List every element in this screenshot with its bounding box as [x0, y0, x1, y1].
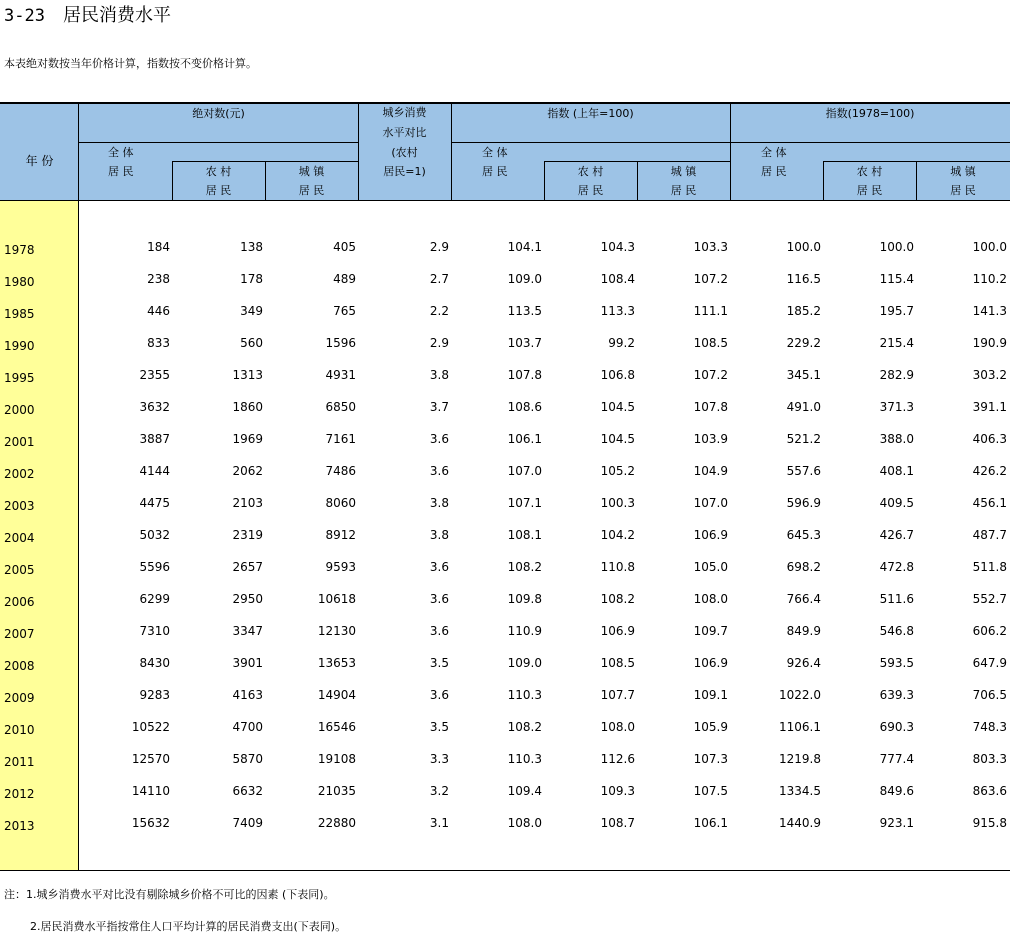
value-cell: 14110 [131, 784, 170, 798]
value-cell: 3347 [232, 624, 263, 638]
value-cell: 14904 [317, 688, 356, 702]
value-cell: 22880 [317, 816, 356, 830]
value-cell: 108.5 [600, 656, 635, 670]
value-cell: 7161 [325, 432, 356, 446]
value-cell: 3.8 [429, 528, 449, 542]
value-cell: 112.6 [600, 752, 635, 766]
value-cell: 229.2 [786, 336, 821, 350]
value-cell: 647.9 [972, 656, 1007, 670]
value-cell: 178 [240, 272, 263, 286]
value-cell: 3887 [139, 432, 170, 446]
value-cell: 185.2 [786, 304, 821, 318]
value-cell: 5596 [139, 560, 170, 574]
value-cell: 803.3 [972, 752, 1007, 766]
ratio-header-line1: 城乡消费 [382, 106, 427, 119]
value-cell: 3.6 [429, 464, 449, 478]
value-cell: 110.8 [600, 560, 635, 574]
value-cell: 109.0 [507, 656, 542, 670]
value-cell: 2355 [139, 368, 170, 382]
year-cell: 1995 [4, 371, 35, 385]
value-cell: 106.9 [693, 528, 728, 542]
value-cell: 106.1 [507, 432, 542, 446]
prev-all-header-l2: 居 民 [482, 165, 508, 178]
value-cell: 138 [240, 240, 263, 254]
value-cell: 833 [147, 336, 170, 350]
value-cell: 777.4 [879, 752, 914, 766]
value-cell: 456.1 [972, 496, 1007, 510]
value-cell: 215.4 [879, 336, 914, 350]
value-cell: 1969 [232, 432, 263, 446]
value-cell: 115.4 [879, 272, 914, 286]
abs-group-header: 绝对数(元) [192, 107, 245, 120]
footnote-2: 2.居民消费水平指按常住人口平均计算的居民消费支出(下表同)。 [30, 920, 347, 933]
value-cell: 748.3 [972, 720, 1007, 734]
value-cell: 3632 [139, 400, 170, 414]
year-cell: 1978 [4, 243, 35, 257]
value-cell: 2.9 [429, 240, 449, 254]
value-cell: 2062 [232, 464, 263, 478]
value-cell: 1022.0 [779, 688, 821, 702]
value-cell: 3.7 [429, 400, 449, 414]
value-cell: 552.7 [972, 592, 1007, 606]
value-cell: 109.7 [693, 624, 728, 638]
value-cell: 10618 [317, 592, 356, 606]
base-urban-header-l2: 居 民 [950, 184, 976, 197]
value-cell: 106.9 [600, 624, 635, 638]
value-cell: 108.2 [507, 560, 542, 574]
value-cell: 446 [147, 304, 170, 318]
table-row [0, 782, 1010, 814]
base-rural-header-l1: 农 村 [856, 165, 883, 178]
top-rule [0, 102, 1010, 104]
value-cell: 110.9 [507, 624, 542, 638]
value-cell: 472.8 [879, 560, 914, 574]
value-cell: 105.0 [693, 560, 728, 574]
value-cell: 915.8 [972, 816, 1007, 830]
value-cell: 107.2 [693, 272, 728, 286]
value-cell: 5870 [232, 752, 263, 766]
abs-urban-header-l2: 居 民 [298, 184, 325, 197]
value-cell: 2319 [232, 528, 263, 542]
value-cell: 99.2 [608, 336, 635, 350]
value-cell: 103.7 [507, 336, 542, 350]
value-cell: 107.3 [693, 752, 728, 766]
abs-rural-header-l2: 居 民 [205, 184, 232, 197]
value-cell: 926.4 [786, 656, 821, 670]
value-cell: 3.8 [429, 496, 449, 510]
year-header: 年 份 [25, 154, 54, 168]
value-cell: 6850 [325, 400, 356, 414]
value-cell: 8430 [139, 656, 170, 670]
value-cell: 3.5 [429, 656, 449, 670]
value-cell: 1106.1 [779, 720, 821, 734]
value-cell: 4475 [139, 496, 170, 510]
value-cell: 405 [333, 240, 356, 254]
value-cell: 113.5 [507, 304, 542, 318]
value-cell: 109.1 [693, 688, 728, 702]
value-cell: 108.0 [507, 816, 542, 830]
table-row [0, 238, 1010, 270]
value-cell: 3.2 [429, 784, 449, 798]
table-row [0, 558, 1010, 590]
value-cell: 108.5 [693, 336, 728, 350]
value-cell: 4700 [232, 720, 263, 734]
value-cell: 1440.9 [779, 816, 821, 830]
year-cell: 1990 [4, 339, 35, 353]
base-rural-header-l2: 居 民 [856, 184, 883, 197]
year-cell: 2008 [4, 659, 35, 673]
value-cell: 100.0 [972, 240, 1007, 254]
value-cell: 2.7 [429, 272, 449, 286]
value-cell: 391.1 [972, 400, 1007, 414]
value-cell: 6299 [139, 592, 170, 606]
value-cell: 491.0 [786, 400, 821, 414]
year-cell: 2005 [4, 563, 35, 577]
value-cell: 5032 [139, 528, 170, 542]
value-cell: 105.2 [600, 464, 635, 478]
value-cell: 1334.5 [779, 784, 821, 798]
consumption-table [0, 102, 1010, 872]
abs-all-header-l2: 居 民 [108, 165, 134, 178]
table-row [0, 654, 1010, 686]
abs-urban-header-l1: 城 镇 [298, 165, 325, 178]
prev-urban-header-l1: 城 镇 [670, 165, 697, 178]
abs-group-rule [79, 142, 358, 143]
value-cell: 16546 [317, 720, 356, 734]
value-cell: 4931 [325, 368, 356, 382]
year-cell: 2012 [4, 787, 35, 801]
table-number: 3-23 [4, 6, 45, 26]
value-cell: 109.4 [507, 784, 542, 798]
base-all-header-l1: 全 体 [761, 146, 787, 159]
value-cell: 3.6 [429, 688, 449, 702]
value-cell: 923.1 [879, 816, 914, 830]
value-cell: 190.9 [972, 336, 1007, 350]
value-cell: 426.2 [972, 464, 1007, 478]
value-cell: 116.5 [786, 272, 821, 286]
table-bottom-rule [0, 870, 1010, 871]
table-row [0, 526, 1010, 558]
table-row [0, 750, 1010, 782]
value-cell: 7409 [232, 816, 263, 830]
value-cell: 349 [240, 304, 263, 318]
value-cell: 511.6 [879, 592, 914, 606]
value-cell: 3.6 [429, 624, 449, 638]
table-row [0, 718, 1010, 750]
year-cell: 1985 [4, 307, 35, 321]
value-cell: 103.9 [693, 432, 728, 446]
value-cell: 426.7 [879, 528, 914, 542]
value-cell: 100.0 [879, 240, 914, 254]
prev-urban-header-l2: 居 民 [670, 184, 697, 197]
value-cell: 645.3 [786, 528, 821, 542]
value-cell: 2950 [232, 592, 263, 606]
value-cell: 3.3 [429, 752, 449, 766]
value-cell: 195.7 [879, 304, 914, 318]
value-cell: 560 [240, 336, 263, 350]
value-cell: 106.8 [600, 368, 635, 382]
value-cell: 103.3 [693, 240, 728, 254]
table-row [0, 430, 1010, 462]
year-cell: 2010 [4, 723, 35, 737]
value-cell: 108.7 [600, 816, 635, 830]
year-cell: 2006 [4, 595, 35, 609]
prev-year-group-header: 指数 (上年=100) [547, 107, 634, 120]
value-cell: 238 [147, 272, 170, 286]
value-cell: 104.9 [693, 464, 728, 478]
value-cell: 690.3 [879, 720, 914, 734]
table-title: 居民消费水平 [62, 5, 171, 26]
table-row [0, 462, 1010, 494]
value-cell: 107.8 [693, 400, 728, 414]
value-cell: 863.6 [972, 784, 1007, 798]
value-cell: 849.6 [879, 784, 914, 798]
value-cell: 15632 [131, 816, 170, 830]
value-cell: 593.5 [879, 656, 914, 670]
value-cell: 108.0 [693, 592, 728, 606]
value-cell: 107.1 [507, 496, 542, 510]
value-cell: 107.5 [693, 784, 728, 798]
value-cell: 489 [333, 272, 356, 286]
value-cell: 104.5 [600, 432, 635, 446]
value-cell: 1313 [232, 368, 263, 382]
table-row [0, 686, 1010, 718]
value-cell: 3.8 [429, 368, 449, 382]
value-cell: 108.6 [507, 400, 542, 414]
value-cell: 3901 [232, 656, 263, 670]
year-cell: 2003 [4, 499, 35, 513]
year-cell: 2004 [4, 531, 35, 545]
value-cell: 105.9 [693, 720, 728, 734]
year-cell: 2011 [4, 755, 35, 769]
value-cell: 109.3 [600, 784, 635, 798]
value-cell: 2657 [232, 560, 263, 574]
table-row [0, 494, 1010, 526]
value-cell: 141.3 [972, 304, 1007, 318]
value-cell: 109.8 [507, 592, 542, 606]
base-all-header-l2: 居 民 [761, 165, 787, 178]
value-cell: 107.2 [693, 368, 728, 382]
ratio-header-line2: 水平对比 [382, 126, 427, 139]
value-cell: 104.3 [600, 240, 635, 254]
value-cell: 107.7 [600, 688, 635, 702]
value-cell: 2103 [232, 496, 263, 510]
ratio-header-line4: 居民=1) [383, 165, 426, 178]
base-1978-group-header: 指数(1978=100) [825, 107, 915, 120]
value-cell: 106.9 [693, 656, 728, 670]
prev-all-header-l1: 全 体 [482, 146, 508, 159]
value-cell: 100.0 [786, 240, 821, 254]
value-cell: 110.3 [507, 752, 542, 766]
value-cell: 110.2 [972, 272, 1007, 286]
value-cell: 557.6 [786, 464, 821, 478]
value-cell: 406.3 [972, 432, 1007, 446]
value-cell: 111.1 [693, 304, 728, 318]
value-cell: 21035 [317, 784, 356, 798]
value-cell: 408.1 [879, 464, 914, 478]
value-cell: 108.0 [600, 720, 635, 734]
value-cell: 511.8 [972, 560, 1007, 574]
value-cell: 13653 [317, 656, 356, 670]
table-row [0, 366, 1010, 398]
value-cell: 9283 [139, 688, 170, 702]
value-cell: 110.3 [507, 688, 542, 702]
table-row [0, 302, 1010, 334]
value-cell: 107.8 [507, 368, 542, 382]
value-cell: 388.0 [879, 432, 914, 446]
value-cell: 282.9 [879, 368, 914, 382]
value-cell: 8912 [325, 528, 356, 542]
year-cell: 1980 [4, 275, 35, 289]
value-cell: 108.1 [507, 528, 542, 542]
value-cell: 108.4 [600, 272, 635, 286]
value-cell: 12130 [317, 624, 356, 638]
value-cell: 100.3 [600, 496, 635, 510]
value-cell: 1596 [325, 336, 356, 350]
value-cell: 10522 [131, 720, 170, 734]
value-cell: 706.5 [972, 688, 1007, 702]
value-cell: 7310 [139, 624, 170, 638]
year-cell: 2002 [4, 467, 35, 481]
value-cell: 303.2 [972, 368, 1007, 382]
value-cell: 2.9 [429, 336, 449, 350]
value-cell: 9593 [325, 560, 356, 574]
value-cell: 6632 [232, 784, 263, 798]
value-cell: 766.4 [786, 592, 821, 606]
value-cell: 184 [147, 240, 170, 254]
base-urban-header-l1: 城 镇 [950, 165, 976, 178]
value-cell: 3.6 [429, 560, 449, 574]
prev-rural-header-l2: 居 民 [577, 184, 604, 197]
value-cell: 12570 [131, 752, 170, 766]
value-cell: 3.1 [429, 816, 449, 830]
value-cell: 4144 [139, 464, 170, 478]
value-cell: 849.9 [786, 624, 821, 638]
year-cell: 2007 [4, 627, 35, 641]
value-cell: 639.3 [879, 688, 914, 702]
page-title [4, 4, 171, 28]
value-cell: 4163 [232, 688, 263, 702]
value-cell: 104.1 [507, 240, 542, 254]
table-row [0, 814, 1010, 846]
table-row [0, 334, 1010, 366]
value-cell: 1219.8 [779, 752, 821, 766]
ratio-header-line3: (农村 [391, 146, 418, 159]
value-cell: 3.6 [429, 432, 449, 446]
value-cell: 345.1 [786, 368, 821, 382]
table-subtitle: 本表绝对数按当年价格计算，指数按不变价格计算。 [4, 57, 257, 70]
year-cell: 2009 [4, 691, 35, 705]
value-cell: 107.0 [693, 496, 728, 510]
value-cell: 606.2 [972, 624, 1007, 638]
value-cell: 487.7 [972, 528, 1007, 542]
table-row [0, 398, 1010, 430]
table-row [0, 270, 1010, 302]
abs-rural-header-l1: 农 村 [205, 165, 232, 178]
value-cell: 106.1 [693, 816, 728, 830]
value-cell: 3.6 [429, 592, 449, 606]
value-cell: 108.2 [600, 592, 635, 606]
table-row [0, 622, 1010, 654]
value-cell: 108.2 [507, 720, 542, 734]
value-cell: 7486 [325, 464, 356, 478]
value-cell: 765 [333, 304, 356, 318]
value-cell: 107.0 [507, 464, 542, 478]
value-cell: 19108 [317, 752, 356, 766]
value-cell: 8060 [325, 496, 356, 510]
value-cell: 2.2 [429, 304, 449, 318]
value-cell: 104.5 [600, 400, 635, 414]
value-cell: 1860 [232, 400, 263, 414]
year-cell: 2013 [4, 819, 35, 833]
header-bottom-rule [0, 200, 1010, 201]
value-cell: 371.3 [879, 400, 914, 414]
value-cell: 3.5 [429, 720, 449, 734]
abs-all-header-l1: 全 体 [108, 146, 134, 159]
value-cell: 521.2 [786, 432, 821, 446]
value-cell: 109.0 [507, 272, 542, 286]
year-cell: 2001 [4, 435, 35, 449]
footnote-1: 注：1.城乡消费水平对比没有剔除城乡价格不可比的因素 (下表同)。 [4, 888, 335, 901]
year-cell: 2000 [4, 403, 35, 417]
value-cell: 698.2 [786, 560, 821, 574]
value-cell: 546.8 [879, 624, 914, 638]
value-cell: 113.3 [600, 304, 635, 318]
value-cell: 104.2 [600, 528, 635, 542]
value-cell: 409.5 [879, 496, 914, 510]
table-row [0, 590, 1010, 622]
prev-rural-header-l1: 农 村 [577, 165, 604, 178]
value-cell: 596.9 [786, 496, 821, 510]
